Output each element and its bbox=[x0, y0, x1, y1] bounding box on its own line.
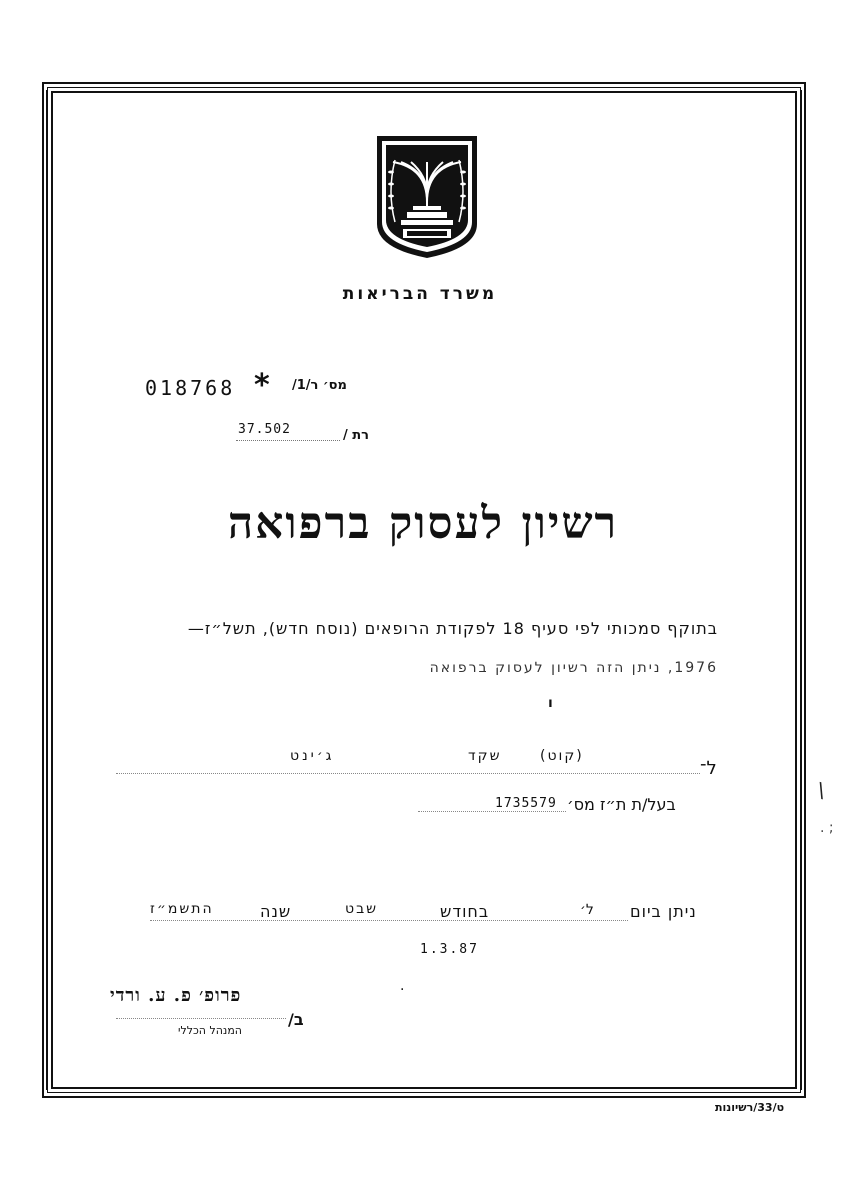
document-title: רשיון לעסוק ברפואה bbox=[227, 498, 619, 549]
margin-mark: . ; bbox=[820, 820, 834, 836]
issue-year-label: שנה bbox=[260, 902, 292, 921]
recipient-last-name: ג׳ינט bbox=[290, 748, 335, 764]
signatory-name: פרופ׳ פ. ע. ורדי bbox=[110, 985, 242, 1006]
signature-dotted-line bbox=[116, 1018, 286, 1019]
license-serial-number: 018768 bbox=[145, 376, 236, 400]
recipient-first-name: (קוט) bbox=[540, 748, 584, 764]
issue-month: שבט bbox=[345, 901, 379, 917]
issue-given-label: ניתן ביום bbox=[630, 902, 697, 921]
dot-mark: · bbox=[400, 982, 405, 998]
signatory-title: המנהל הכללי bbox=[178, 1024, 242, 1037]
form-code: ט/33/רשיונות bbox=[715, 1101, 785, 1114]
state-emblem bbox=[373, 132, 481, 260]
authority-line: בתוקף סמכותי לפי סעיף 18 לפקודת הרופאים (נוסח חדש), תשל״ז— bbox=[187, 619, 718, 638]
signature-b-label: ב/ bbox=[288, 1010, 304, 1029]
issue-day: ל׳ bbox=[580, 902, 594, 918]
gregorian-date: 1.3.87 bbox=[420, 942, 479, 957]
issue-year: התשמ״ז bbox=[150, 901, 214, 917]
id-number: 1735579 bbox=[495, 796, 557, 811]
id-dotted-line bbox=[418, 811, 566, 812]
rt-number: 37.502 bbox=[238, 422, 291, 437]
recipient-to-label: ל־ bbox=[700, 758, 717, 779]
recipient-dotted-line bbox=[116, 773, 700, 774]
rt-label: רת / bbox=[343, 428, 369, 443]
rt-dotted-line bbox=[236, 440, 340, 441]
asterisk-mark: * bbox=[254, 368, 270, 403]
margin-mark: \ bbox=[815, 777, 828, 803]
recipient-middle-name: שקד bbox=[468, 748, 502, 764]
serial-label: מס׳ ר/1/ bbox=[292, 378, 347, 393]
id-label: בעל/ת ת״ז מס׳ bbox=[567, 795, 676, 814]
ministry-name: משרד הבריאות bbox=[342, 284, 498, 304]
issue-dotted-line bbox=[150, 920, 628, 921]
grant-line: 1976, ניתן הזה רשיון לעסוק ברפואה bbox=[429, 660, 718, 676]
vav-mark: ו bbox=[548, 695, 553, 711]
issue-month-label: בחודש bbox=[440, 902, 490, 921]
